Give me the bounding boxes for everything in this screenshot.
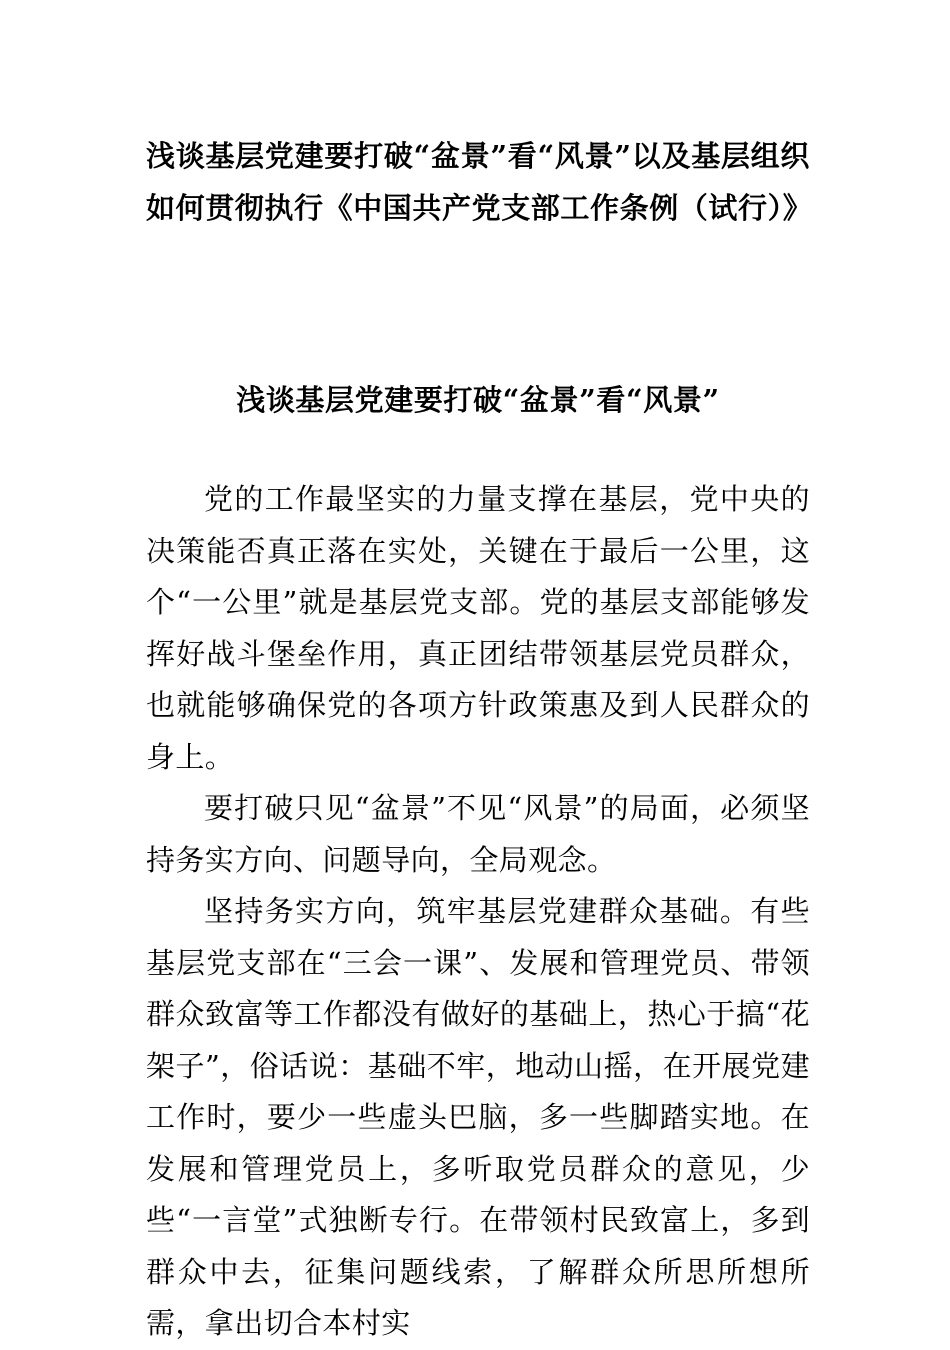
section-title: 浅谈基层党建要打破“盆景”看“风景”: [236, 383, 720, 417]
body-paragraph: 要打破只见“盆景”不见“风景”的局面，必须坚持务实方向、问题导向，全局观念。: [146, 791, 810, 877]
body-paragraph: 党的工作最坚实的力量支撑在基层，党中央的决策能否真正落在实处，关键在于最后一公里，这个“一公里”就是基层党支部。党的基层支部能够发挥好战斗堡垒作用，真正团结带领基层党员群众，也就能够确保党的各项方针政策惠及到人民群众的身上。: [146, 482, 810, 774]
document-title: 浅谈基层党建要打破“盆景”看“风景”以及基层组织如何贯彻执行《中国共产党支部工作条例（试行）》: [146, 139, 813, 225]
body-paragraph: 坚持务实方向，筑牢基层党建群众基础。有些基层党支部在“三会一课”、发展和管理党员、带领群众致富等工作都没有做好的基础上，热心于搞“花架子”，俗话说：基础不牢，地动山摇，在开展党建工作时，要少一些虚头巴脑，多一些脚踏实地。在发展和管理党员上，多听取党员群众的意见，少些“一言堂”式独断专行。在带领村民致富上，多到群众中去，征集问题线索，了解群众所思所想所需，拿出切合本村实: [146, 894, 810, 1340]
article-body: [146, 474, 810, 1350]
